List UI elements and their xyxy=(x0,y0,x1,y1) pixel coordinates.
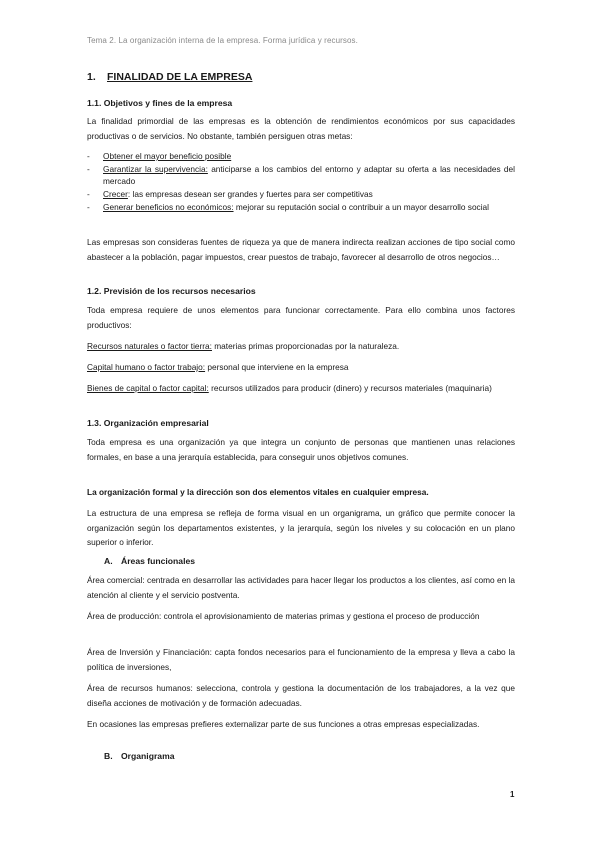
list-item: - Obtener el mayor beneficio posible xyxy=(87,151,232,161)
paragraph-area-finance: Área de Inversión y Financiación: capta fondos necesarios para el funcionamiento de la empresa y lleva a cabo la política de inversiones, xyxy=(87,647,515,672)
factor-land: Recursos naturales o factor tierra: materias primas proporcionadas por la naturaleza. xyxy=(87,341,400,351)
factor-labour: Capital humano o factor trabajo: personal que interviene en la empresa xyxy=(87,362,349,372)
paragraph-area-commercial: Área comercial: centrada en desarrollar las actividades para hacer llegar los productos a los clientes, así como en la atención al cliente y el servicio postventa. xyxy=(87,575,515,600)
section-heading xyxy=(87,71,252,83)
paragraph-bold-statement: La organización formal y la dirección son dos elementos vitales en cualquier empresa. xyxy=(87,487,429,497)
paragraph-outsourcing: En ocasiones las empresas prefieres externalizar parte de sus funciones a otras empresas especializadas. xyxy=(87,719,480,729)
list-item: - Generar beneficios no económicos: mejorar su reputación social o contribuir a un mayor desarrollo social xyxy=(87,202,490,212)
paragraph-structure: La estructura de una empresa se refleja de forma visual en un organigrama, un gráfico que permite conocer la organización según los departamentos existentes, y la jerarquía, según los niveles y su colocación en un plano superior o inferior. xyxy=(87,508,515,548)
section-title: FINALIDAD DE LA EMPRESA xyxy=(107,71,253,83)
paragraph-area-production: Área de producción: controla el aprovisionamiento de materias primas y gestiona el proceso de producción xyxy=(87,611,480,621)
section-number: 1. xyxy=(87,71,96,83)
paragraph-area-hr: Área de recursos humanos: selecciona, controla y gestiona la documentación de los trabajadores, a la vez que diseña acciones de motivación y de formación adecuadas. xyxy=(87,683,515,708)
paragraph-resources-intro: Toda empresa requiere de unos elementos para funcionar correctamente. Para ello combina unos factores productivos: xyxy=(87,305,515,330)
paragraph-objectives-intro: La finalidad primordial de las empresas es la obtención de rendimientos económicos por sus capacidades productivas o de servicios. No obstante, también persiguen otras metas: xyxy=(87,116,515,141)
paragraph-organization: Toda empresa es una organización ya que integra un conjunto de personas que mantienen unas relaciones formales, en base a una jerarquía establecida, para conseguir unos objetivos comunes. xyxy=(87,437,515,462)
heading-org-chart: B. Organigrama xyxy=(104,751,175,761)
subsection-heading-1-1: 1.1. Objetivos y fines de la empresa xyxy=(87,98,233,108)
paragraph-wealth: Las empresas son consideras fuentes de riqueza ya que de manera indirecta realizan acciones de tipo social como abastecer a la población, pagar impuestos, crear puestos de trabajo, favorecer al desarrollo de otros negocios… xyxy=(87,237,515,262)
subsection-heading-1-2: 1.2. Previsión de los recursos necesarios xyxy=(87,286,256,296)
list-item: - Crecer: las empresas desean ser grandes y fuertes para ser competitivas xyxy=(87,189,373,199)
page-number: 1 xyxy=(510,790,515,799)
subsection-heading-1-3: 1.3. Organización empresarial xyxy=(87,418,209,428)
list-item: - Garantizar la supervivencia: anticiparse a los cambios del entorno y adaptar su oferta a las necesidades del mercado xyxy=(87,164,515,186)
goals-list xyxy=(87,150,515,214)
running-header: Tema 2. La organización interna de la empresa. Forma jurídica y recursos. xyxy=(87,36,358,45)
factor-capital: Bienes de capital o factor capital: recursos utilizados para producir (dinero) y recursos materiales (maquinaria) xyxy=(87,383,492,393)
heading-functional-areas: A. Áreas funcionales xyxy=(104,556,196,566)
